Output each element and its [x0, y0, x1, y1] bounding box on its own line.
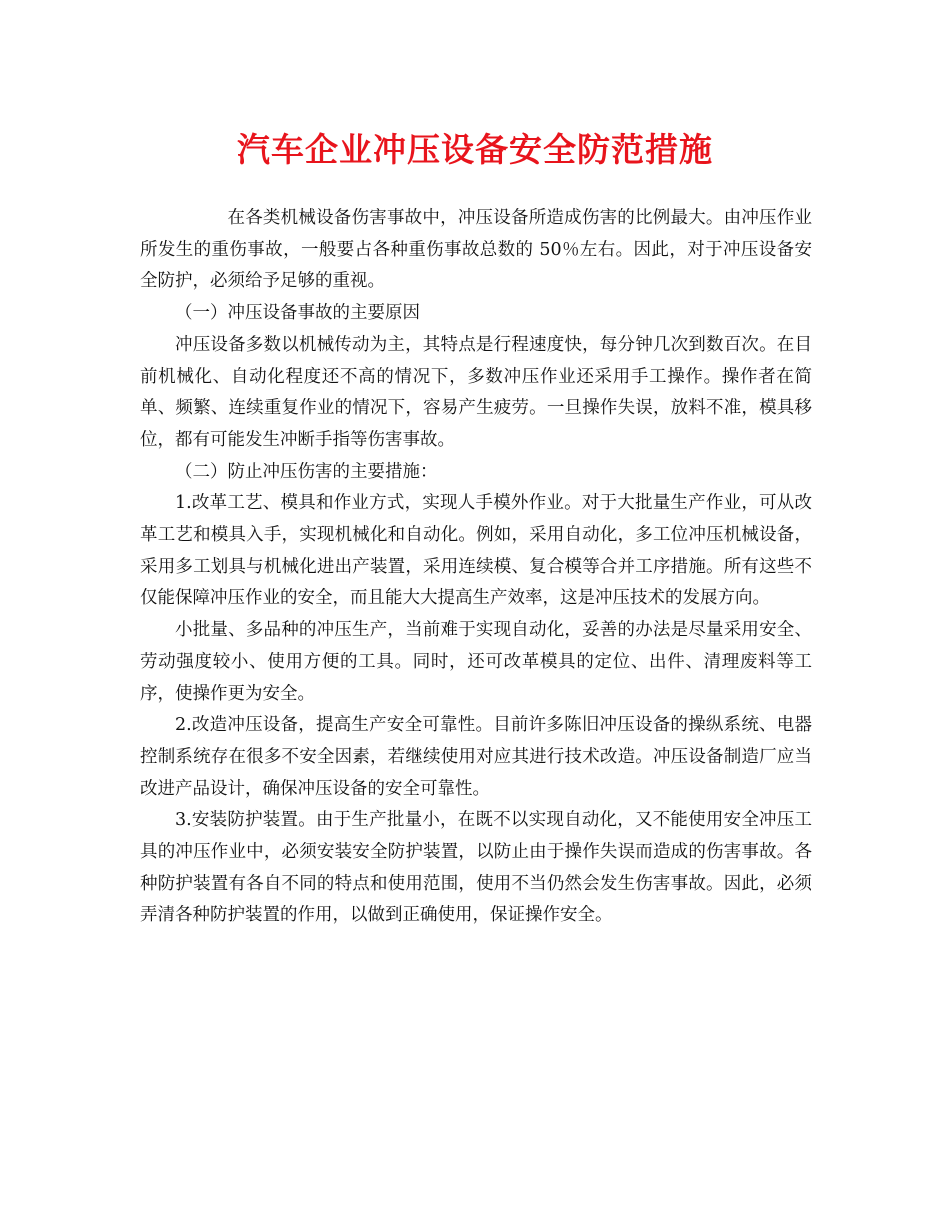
paragraph-measure-2: 2.改造冲压设备，提高生产安全可靠性。目前许多陈旧冲压设备的操纵系统、电器控制系统存在很多不安全因素，若继续使用对应其进行技术改造。冲压设备制造厂应当改进产品设计，确保冲压设备的安全可靠性。: [140, 715, 812, 799]
document-title: 汽车企业冲压设备安全防范措施: [237, 130, 713, 169]
paragraph-intro: 在各类机械设备伤害事故中，冲压设备所造成伤害的比例最大。由冲压作业所发生的重伤事故，一般要占各种重伤事故总数的 50％左右。因此，对于冲压设备安全防护，必须给予足够的重视。: [140, 208, 812, 292]
paragraph-measure-1-small-batch: 小批量、多品种的冲压生产，当前难于实现自动化，妥善的办法是尽量采用安全、劳动强度较小、使用方便的工具。同时，还可改革模具的定位、出件、清理废料等工序，使操作更为安全。: [140, 620, 812, 704]
paragraph-measure-3: 3.安装防护装置。由于生产批量小，在既不以实现自动化，又不能使用安全冲压工具的冲压作业中，必须安装安全防护装置，以防止由于操作失误而造成的伤害事故。各种防护装置有各自不同的特点和使用范围，使用不当仍然会发生伤害事故。因此，必须弄清各种防护装置的作用，以做到正确使用，保证操作安全。: [140, 810, 812, 926]
paragraph-measure-1: 1.改革工艺、模具和作业方式，实现人手模外作业。对于大批量生产作业，可从改革工艺和模具入手，实现机械化和自动化。例如，采用自动化，多工位冲压机械设备，采用多工划具与机械化进出产装置，采用连续模、复合模等合并工序措施。所有这些不仅能保障冲压作业的安全，而且能大大提高生产效率，这是冲压技术的发展方向。: [140, 493, 812, 609]
section-heading-measures: （二）防止冲压伤害的主要措施：: [175, 461, 438, 482]
document-body: [140, 203, 812, 932]
paragraph-causes: 冲压设备多数以机械传动为主，其特点是行程速度快，每分钟几次到数百次。在目前机械化、自动化程度还不高的情况下，多数冲压作业还采用手工操作。操作者在简单、频繁、连续重复作业的情况下，容易产生疲劳。一旦操作失误，放料不准，模具移位，都有可能发生冲断手指等伤害事故。: [140, 334, 812, 450]
section-heading-causes: （一）冲压设备事故的主要原因: [175, 303, 420, 324]
